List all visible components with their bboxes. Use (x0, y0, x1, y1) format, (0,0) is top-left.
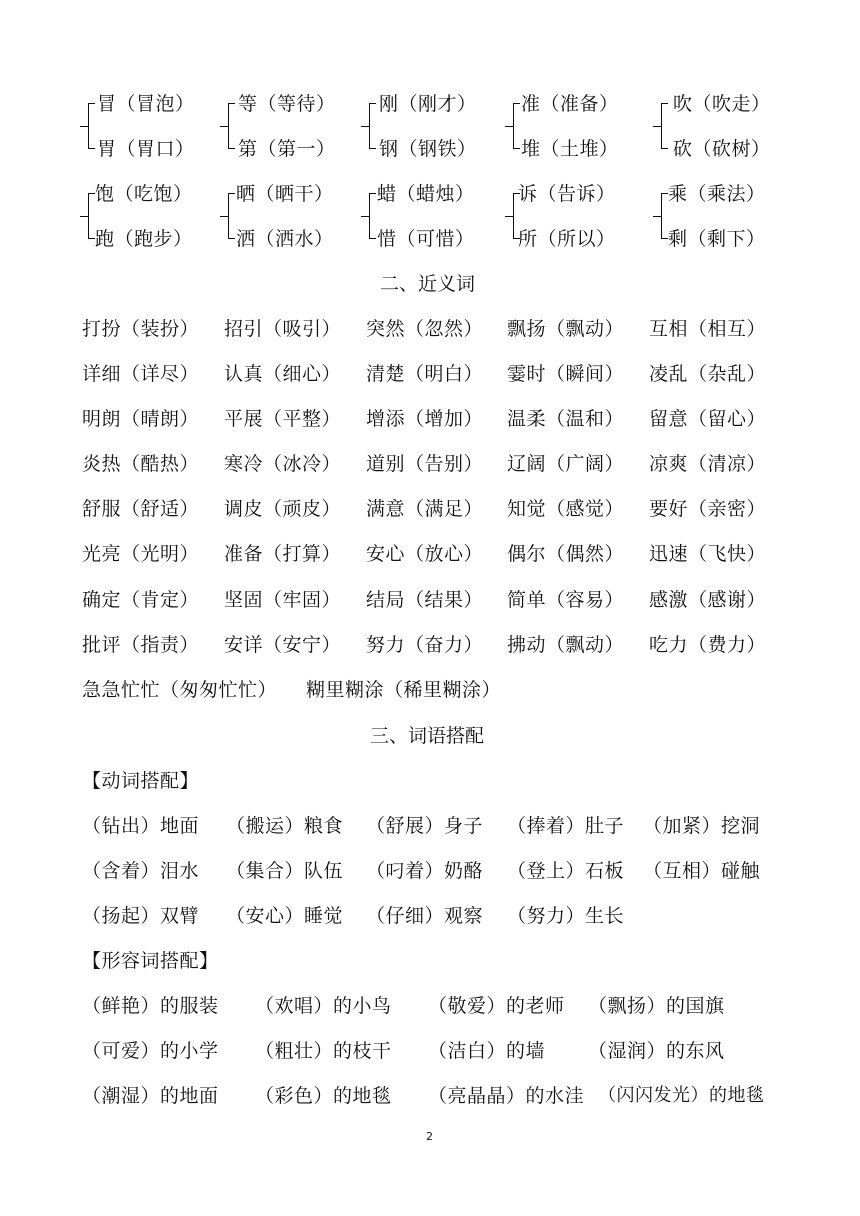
synonym-pair: 详细（详尽） (82, 363, 200, 385)
pair-top-word: 吹（吹走） (673, 93, 771, 115)
synonym-pair: 打扮（装扮） (82, 318, 200, 340)
brace-bracket (661, 103, 669, 149)
verb-collocation: （钻出）地面 (82, 815, 200, 837)
adjective-collocation: （湿润）的东风 (588, 1040, 725, 1062)
synonym-pair: 满意（满足） (366, 498, 484, 520)
pair-bottom-word: 剩（剩下） (668, 228, 766, 250)
synonym-pair: 认真（细心） (224, 363, 342, 385)
synonym-pair: 急急忙忙（匆匆忙忙） (82, 679, 278, 701)
brace-bracket (513, 103, 521, 149)
verb-collocation: （登上）石板 (507, 860, 625, 882)
pair-top-word: 等（等待） (238, 93, 336, 115)
synonym-pair: 结局（结果） (366, 589, 484, 611)
synonym-pair: 拂动（飘动） (507, 634, 625, 656)
brace-bracket (369, 103, 377, 149)
synonym-pair: 留意（留心） (649, 408, 767, 430)
synonym-pair: 安详（安宁） (224, 634, 342, 656)
synonym-pair: 平展（平整） (224, 408, 342, 430)
pair-bottom-word: 第（第一） (238, 138, 336, 160)
verb-collocation: （含着）泪水 (82, 860, 200, 882)
pair-top-word: 准（准备） (521, 93, 619, 115)
synonym-pair: 知觉（感觉） (507, 498, 625, 520)
page-number: 2 (426, 1130, 433, 1143)
pair-top-word: 乘（乘法） (668, 183, 766, 205)
verb-collocation: （仔细）观察 (366, 905, 484, 927)
pair-bottom-word: 跑（跑步） (95, 228, 193, 250)
brace-bracket (369, 193, 377, 239)
synonym-pair: 坚固（牢固） (224, 589, 342, 611)
synonym-pair: 确定（肯定） (82, 589, 200, 611)
section-heading: 三、词语搭配 (370, 725, 485, 747)
synonym-pair: 调皮（顽皮） (224, 498, 342, 520)
pair-top-word: 晒（晒干） (236, 183, 334, 205)
synonym-pair: 寒冷（冰冷） (224, 453, 342, 475)
pair-top-word: 诉（告诉） (518, 183, 616, 205)
adjective-collocation: （欢唱）的小鸟 (255, 995, 392, 1017)
synonym-pair: 辽阔（广阔） (507, 453, 625, 475)
verb-collocation: （叼着）奶酪 (366, 860, 484, 882)
synonym-pair: 准备（打算） (224, 543, 342, 565)
adjective-collocation: （彩色）的地毯 (255, 1085, 392, 1107)
adjective-collocation: （闪闪发光）的地毯 (598, 1085, 765, 1106)
pair-top-word: 饱（吃饱） (95, 183, 193, 205)
synonym-pair: 迅速（飞快） (649, 543, 767, 565)
adjective-collocation: （飘扬）的国旗 (588, 995, 725, 1017)
subsection-heading: 【形容词搭配】 (82, 950, 219, 972)
pair-top-word: 蜡（蜡烛） (377, 183, 475, 205)
synonym-pair: 舒服（舒适） (82, 498, 200, 520)
synonym-pair: 增添（增加） (366, 408, 484, 430)
synonym-pair: 凉爽（清凉） (649, 453, 767, 475)
verb-collocation: （捧着）肚子 (507, 815, 625, 837)
synonym-pair: 批评（指责） (82, 634, 200, 656)
verb-collocation: （努力）生长 (507, 905, 625, 927)
synonym-pair: 吃力（费力） (649, 634, 767, 656)
verb-collocation: （安心）睡觉 (226, 905, 344, 927)
adjective-collocation: （敬爱）的老师 (428, 995, 565, 1017)
synonym-pair: 偶尔（偶然） (507, 543, 625, 565)
synonym-pair: 光亮（光明） (82, 543, 200, 565)
verb-collocation: （集合）队伍 (226, 860, 344, 882)
synonym-pair: 招引（吸引） (224, 318, 342, 340)
synonym-pair: 凌乱（杂乱） (649, 363, 767, 385)
verb-collocation: （扬起）双臂 (82, 905, 200, 927)
adjective-collocation: （洁白）的墙 (428, 1040, 546, 1062)
adjective-collocation: （粗壮）的枝干 (255, 1040, 392, 1062)
pair-bottom-word: 洒（洒水） (236, 228, 334, 250)
subsection-heading: 【动词搭配】 (82, 770, 200, 792)
synonym-pair: 温柔（温和） (507, 408, 625, 430)
adjective-collocation: （亮晶晶）的水洼 (428, 1085, 585, 1107)
verb-collocation: （加紧）挖洞 (643, 815, 761, 837)
verb-collocation: （互相）碰触 (643, 860, 761, 882)
synonym-pair: 明朗（晴朗） (82, 408, 200, 430)
verb-collocation: （舒展）身子 (366, 815, 484, 837)
synonym-pair: 霎时（瞬间） (507, 363, 625, 385)
pair-bottom-word: 惜（可惜） (377, 228, 475, 250)
synonym-pair: 感激（感谢） (649, 589, 767, 611)
brace-bracket (228, 193, 236, 239)
adjective-collocation: （潮湿）的地面 (82, 1085, 219, 1107)
synonym-pair: 安心（放心） (366, 543, 484, 565)
pair-bottom-word: 堆（土堆） (521, 138, 619, 160)
pair-top-word: 刚（刚才） (379, 93, 477, 115)
pair-bottom-word: 所（所以） (518, 228, 616, 250)
brace-bracket (228, 103, 236, 149)
synonym-pair: 糊里糊涂（稀里糊涂） (306, 679, 502, 701)
pair-bottom-word: 钢（钢铁） (379, 138, 477, 160)
verb-collocation: （搬运）粮食 (226, 815, 344, 837)
synonym-pair: 炎热（酷热） (82, 453, 200, 475)
adjective-collocation: （鲜艳）的服装 (82, 995, 219, 1017)
brace-bracket (88, 103, 96, 149)
synonym-pair: 道别（告别） (366, 453, 484, 475)
adjective-collocation: （可爱）的小学 (82, 1040, 219, 1062)
pair-bottom-word: 砍（砍树） (673, 138, 771, 160)
synonym-pair: 要好（亲密） (649, 498, 767, 520)
synonym-pair: 飘扬（飘动） (507, 318, 625, 340)
pair-bottom-word: 胃（胃口） (97, 138, 195, 160)
section-heading: 二、近义词 (380, 273, 476, 295)
synonym-pair: 清楚（明白） (366, 363, 484, 385)
synonym-pair: 努力（奋力） (366, 634, 484, 656)
synonym-pair: 互相（相互） (649, 318, 767, 340)
pair-top-word: 冒（冒泡） (97, 93, 195, 115)
synonym-pair: 简单（容易） (507, 589, 625, 611)
synonym-pair: 突然（忽然） (366, 318, 484, 340)
